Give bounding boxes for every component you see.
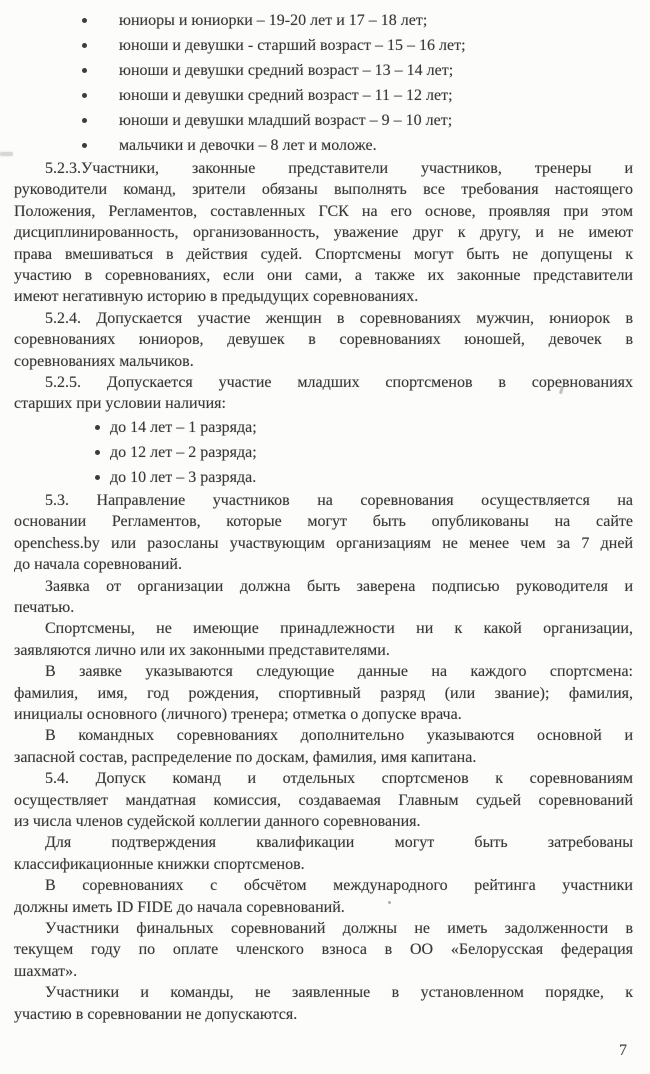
bullet-icon <box>82 18 87 23</box>
paragraph <box>14 832 633 875</box>
text-line: Заявка от организации должна быть заверена подписью руководителя и <box>45 577 633 595</box>
bullet-list <box>14 415 633 490</box>
list-item-text: юноши и девушки средний возраст – 13 – 14 лет; <box>119 62 454 79</box>
text-line: Для подтверждения квалификации могут быть затребованы <box>45 834 633 852</box>
page-number: 7 <box>619 1042 627 1059</box>
text-line: openchess.by или разосланы участвующим организациям не менее чем за 7 дней <box>14 534 633 552</box>
text-line: 5.4. Допуск команд и отдельных спортсменов к соревнованиям <box>45 770 633 788</box>
paragraph <box>14 576 633 619</box>
text-line: старших при условии наличия: <box>14 395 226 413</box>
list-item-text: до 10 лет – 3 разряда. <box>110 468 257 486</box>
text-line: должны иметь ID FIDE до начала соревнований. <box>14 898 345 916</box>
bullet-icon <box>95 450 100 455</box>
list-item <box>14 33 633 58</box>
paragraph <box>14 490 633 576</box>
paragraph <box>14 918 633 982</box>
list-item-text: юниоры и юниорки – 19-20 лет и 17 – 18 лет; <box>119 12 428 29</box>
text-line: В командных соревнованиях дополнительно указываются основной и <box>45 727 633 745</box>
paragraph <box>14 308 633 372</box>
text-line: инициалы основного (личного) тренера; отметка о допуске врача. <box>14 705 462 723</box>
text-line: основании Регламентов, которые могут быть опубликованы на сайте <box>14 513 633 531</box>
list-item <box>14 440 633 465</box>
text-line: 5.2.5. Допускается участие младших спортсменов в соревнованиях <box>45 374 633 392</box>
list-item-text: юноши и девушки - старший возраст – 15 – 16 лет; <box>119 37 466 54</box>
text-line: заявляются лично или их законными представителями. <box>14 641 390 659</box>
bullet-icon <box>82 68 87 73</box>
text-line: Положения, Регламентов, составленных ГСК на его основе, проявляя при этом <box>14 202 633 220</box>
text-line: 5.2.4. Допускается участие женщин в соревнованиях мужчин, юниорок в <box>45 309 633 327</box>
text-line: текущем году по оплате членского взноса в ОО «Белорусская федерация <box>14 941 633 959</box>
list-item <box>14 8 633 33</box>
text-line: имеют негативную историю в предыдущих соревнованиях. <box>14 288 419 306</box>
text-line: шахмат». <box>14 962 78 980</box>
paragraph <box>14 875 633 918</box>
bullet-icon <box>82 43 87 48</box>
bullet-icon <box>95 475 100 480</box>
paragraph <box>14 661 633 725</box>
text-line: соревнованиях юниоров, девушек в соревнованиях юношей, девочек в <box>14 331 633 349</box>
text-line: Участники и команды, не заявленные в установленном порядке, к <box>45 984 633 1002</box>
text-line: запасной состав, распределение по доскам, фамилия, имя капитана. <box>14 748 477 766</box>
list-item <box>14 415 633 440</box>
text-line: участию в соревнованиях, если они сами, а также их законные представители <box>14 267 633 285</box>
scan-artifact <box>388 901 391 904</box>
list-item <box>14 108 633 133</box>
list-item-text: до 14 лет – 1 разряда; <box>110 418 257 436</box>
list-item-text: юноши и девушки младший возраст – 9 – 10 лет; <box>119 112 453 129</box>
text-line: права вмешиваться в действия судей. Спортсмены могут быть не допущены к <box>14 245 633 263</box>
text-line: Спортсмены, не имеющие принадлежности ни к какой организации, <box>45 620 633 638</box>
text-line: фамилия, имя, год рождения, спортивный разряд (или звание); фамилия, <box>14 684 633 702</box>
text-line: 5.2.3.Участники, законные представители участников, тренеры и <box>45 160 633 177</box>
list-item-text: мальчики и девочки – 8 лет и моложе. <box>119 137 377 154</box>
text-line: до начала соревнований. <box>14 556 182 574</box>
paragraph <box>14 618 633 661</box>
text-line: руководители команд, зрители обязаны выполнять все требования настоящего <box>14 181 633 199</box>
paragraph <box>14 725 633 768</box>
document-text <box>14 8 633 1025</box>
list-item <box>14 465 633 490</box>
text-line: классификационные книжки спортсменов. <box>14 855 305 873</box>
text-line: В соревнованиях с обсчётом международного рейтинга участники <box>45 877 633 895</box>
bullet-icon <box>82 143 87 148</box>
bullet-icon <box>95 425 100 430</box>
bullet-list <box>14 8 633 158</box>
list-item-text: юноши и девушки средний возраст – 11 – 12 лет; <box>119 87 453 104</box>
list-item <box>14 83 633 108</box>
scan-artifact <box>0 152 13 156</box>
list-item <box>14 133 633 158</box>
text-line: из числа членов судейской коллегии данного соревнования. <box>14 812 421 830</box>
paragraph <box>14 372 633 415</box>
list-item-text: до 12 лет – 2 разряда; <box>110 443 257 461</box>
text-line: В заявке указываются следующие данные на каждого спортсмена: <box>45 663 633 681</box>
text-line: осуществляет мандатная комиссия, создаваемая Главным судьей соревнований <box>14 791 633 809</box>
text-line: дисциплинированность, организованность, уважение друг к другу, и не имеют <box>14 224 633 242</box>
paragraph <box>14 158 633 308</box>
paragraph <box>14 982 633 1025</box>
bullet-icon <box>82 118 87 123</box>
paragraph <box>14 768 633 832</box>
bullet-icon <box>82 93 87 98</box>
text-line: печатью. <box>14 598 75 616</box>
text-line: Участники финальных соревнований должны не иметь задолженности в <box>45 920 633 937</box>
text-line: участию в соревновании не допускаются. <box>14 1005 298 1023</box>
text-line: соревнованиях мальчиков. <box>14 352 194 370</box>
text-line: 5.3. Направление участников на соревнования осуществляется на <box>45 491 633 509</box>
list-item <box>14 58 633 83</box>
